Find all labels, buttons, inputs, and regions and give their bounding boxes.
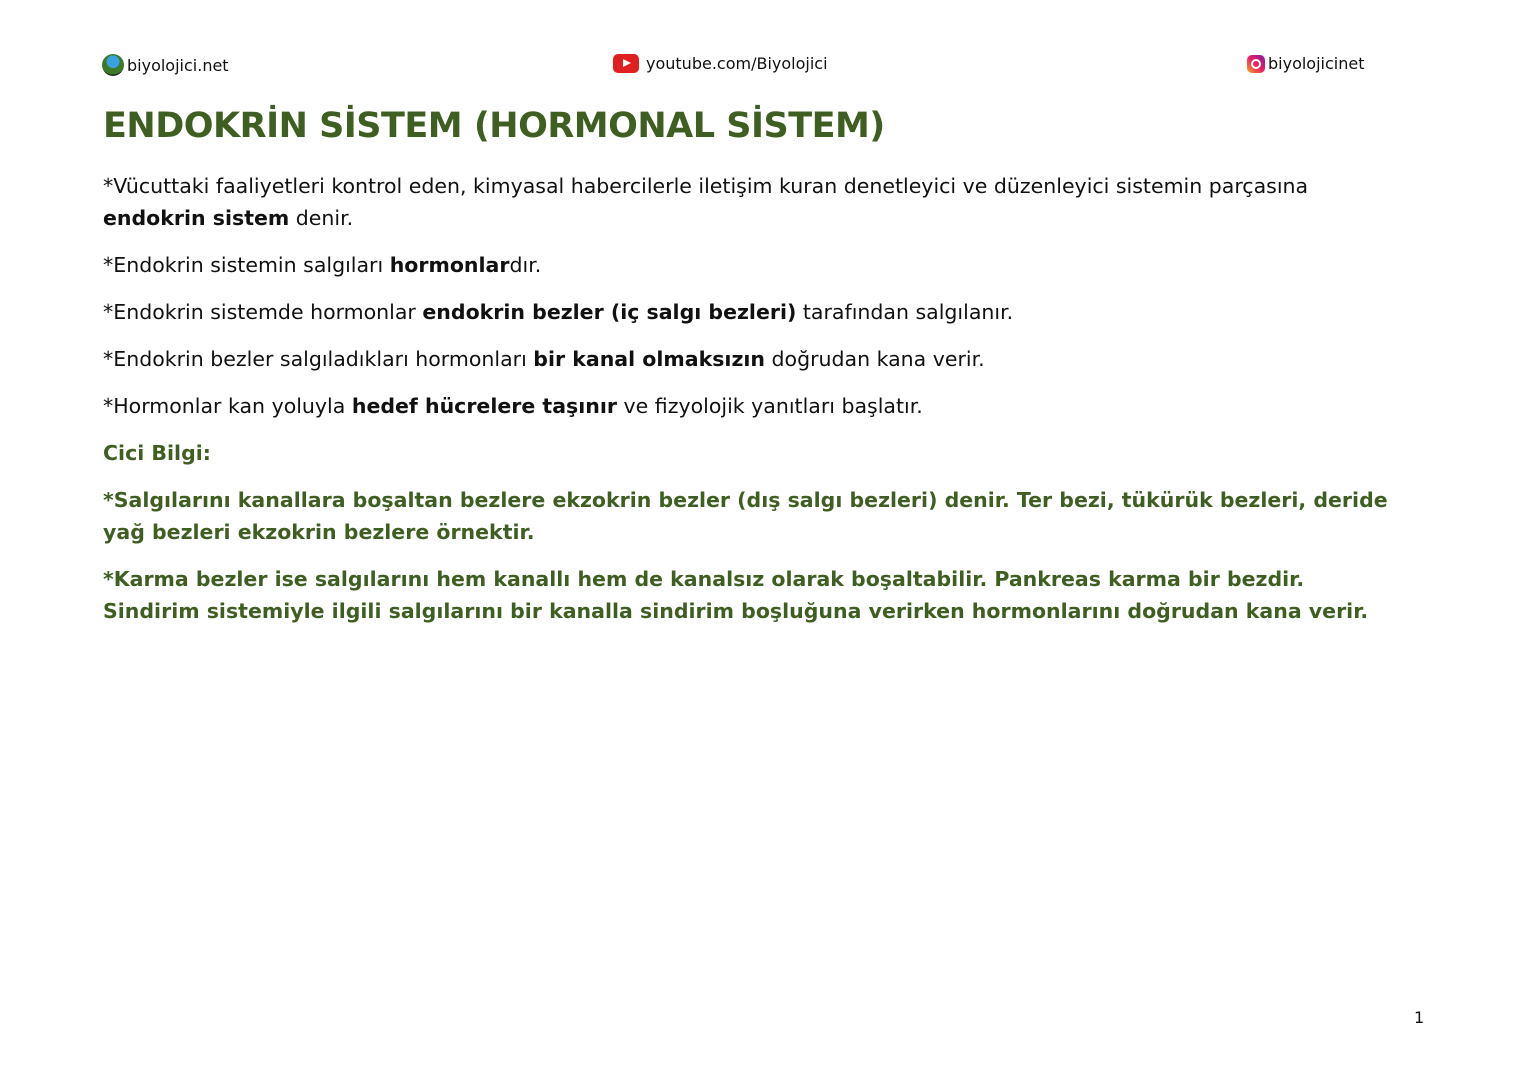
text-segment: dır. bbox=[509, 253, 542, 277]
text-segment: *Endokrin sistemin salgıları bbox=[103, 253, 390, 277]
bold-term: hedef hücrelere taşınır bbox=[351, 394, 618, 418]
bold-term: endokrin sistem bbox=[103, 206, 290, 230]
text-segment: tarafından salgılanır. bbox=[796, 300, 1014, 324]
site-logo-icon bbox=[102, 54, 124, 76]
page-title: ENDOKRİN SİSTEM (HORMONAL SİSTEM) bbox=[103, 106, 885, 146]
paragraph bbox=[103, 390, 1403, 422]
youtube-link[interactable] bbox=[613, 54, 828, 73]
info-paragraph: *Karma bezler ise salgılarını hem kanallı hem de kanalsız olarak boşaltabilir. Pankreas karma bir bezdir. Sindirim sistemiyle ilgili salgılarını bir kanalla sindirim boşluğuna verirken hormonlarını doğrudan kana verir. bbox=[103, 567, 1369, 623]
bold-term: hormonlar bbox=[389, 253, 510, 277]
site-link[interactable] bbox=[102, 54, 229, 76]
paragraph bbox=[103, 249, 1403, 281]
text-segment: ve fizyolojik yanıtları başlatır. bbox=[617, 394, 923, 418]
bold-term: bir kanal olmaksızın bbox=[533, 347, 766, 371]
text-segment: *Endokrin sistemde hormonlar bbox=[103, 300, 423, 324]
document-body bbox=[103, 170, 1403, 642]
text-segment: *Hormonlar kan yoluyla bbox=[103, 394, 352, 418]
text-segment: doğrudan kana verir. bbox=[765, 347, 985, 371]
youtube-label: youtube.com/Biyolojici bbox=[646, 54, 828, 73]
text-segment: denir. bbox=[289, 206, 354, 230]
youtube-icon bbox=[613, 54, 639, 73]
info-heading: Cici Bilgi: bbox=[103, 441, 211, 465]
text-segment: *Vücuttaki faaliyetleri kontrol eden, kimyasal habercilerle iletişim kuran denetleyici ve düzenleyici sistemin parçasına bbox=[103, 174, 1309, 198]
paragraph bbox=[103, 170, 1403, 234]
text-segment: *Endokrin bezler salgıladıkları hormonları bbox=[103, 347, 534, 371]
info-paragraph: *Salgılarını kanallara boşaltan bezlere ekzokrin bezler (dış salgı bezleri) denir. Ter bezi, tükürük bezleri, deride yağ bezleri ekzokrin bezlere örnektir. bbox=[103, 488, 1388, 544]
site-label: biyolojici.net bbox=[127, 55, 229, 75]
instagram-label: biyolojicinet bbox=[1268, 54, 1365, 73]
page-number: 1 bbox=[1414, 1008, 1425, 1027]
paragraph bbox=[103, 343, 1403, 375]
paragraph bbox=[103, 296, 1403, 328]
instagram-icon bbox=[1247, 55, 1265, 73]
instagram-link[interactable] bbox=[1247, 54, 1364, 73]
bold-term: endokrin bezler (iç salgı bezleri) bbox=[422, 300, 797, 324]
